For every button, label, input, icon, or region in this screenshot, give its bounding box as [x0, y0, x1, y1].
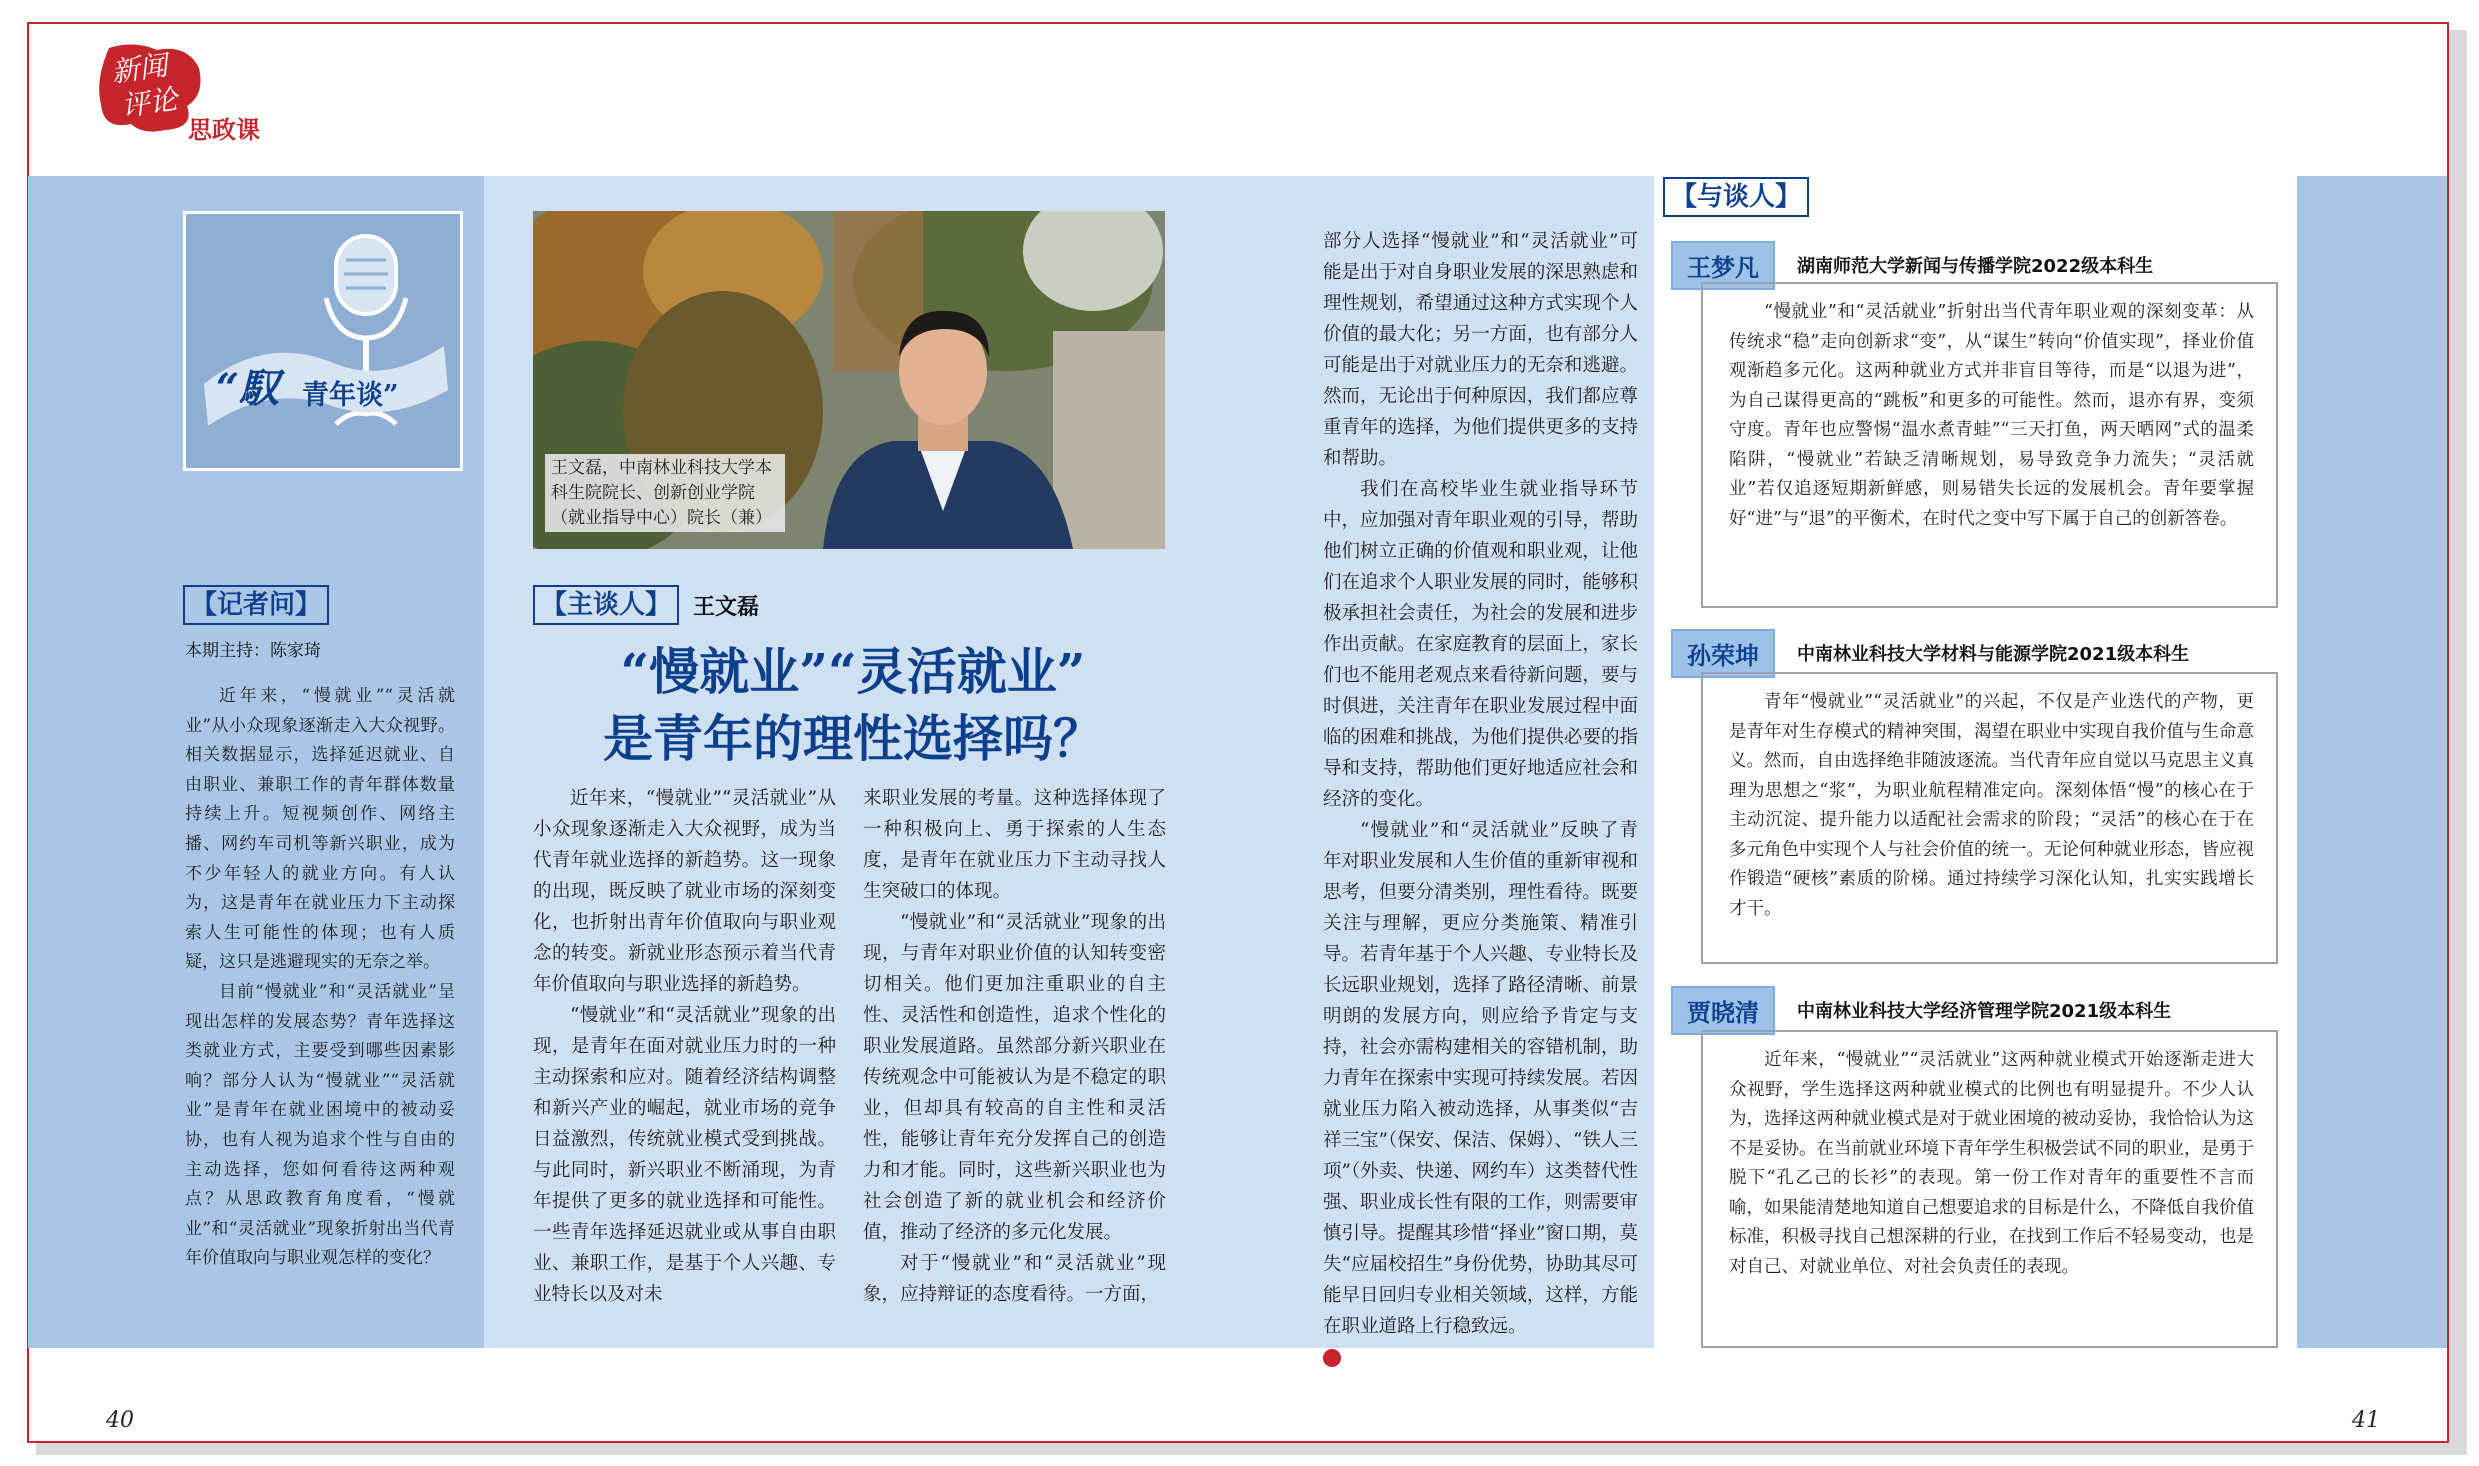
article-paragraph: 来职业发展的考量。这种选择体现了一种积极向上、勇于探索的人生态度，是青年在就业压力下主动寻找人生突破口的体现。 — [863, 788, 1166, 902]
section-tag-reporter: 【记者问】 — [183, 585, 329, 625]
discussant-quote-1 — [1701, 282, 2278, 608]
left-margin-band — [28, 176, 173, 1348]
discussant-text: 近年来，“慢就业”“灵活就业”这两种就业模式开始逐渐走进大众视野，学生选择这两种就业模式的比例也有明显提升。不少人认为，选择这两种就业模式是对于就业困境的被动妥协，我恰恰认为这不是妥协。在当前就业环境下青年学生积极尝试不同的职业，是勇于脱下“孔乙己的长衫”的表现。第一份工作对青年的重要性不言而喻，如果能清楚地知道自己想要追求的目标是什么，不降低自我价值标准，积极寻找自己想深耕的行业，在找到工作后不轻易变动，也是对自己、对就业单位、对社会负责任的表现。 — [1729, 1050, 2254, 1277]
discussant-quote-3 — [1701, 1030, 2278, 1348]
discussant-affiliation: 湖南师范大学新闻与传播学院2022级本科生 — [1797, 256, 2154, 277]
article-paragraph: 近年来，“慢就业”“灵活就业”从小众现象逐渐走入大众视野，成为当代青年就业选择的新趋势。这一现象的出现，既反映了就业市场的深刻变化，也折射出青年价值取向与职业观念的转变。新就业形态预示着当代青年价值取向与职业选择的新趋势。 — [533, 788, 836, 995]
right-margin-band — [2297, 176, 2447, 1348]
column-emblem — [183, 211, 463, 471]
reporter-questions — [185, 682, 455, 1274]
profile-header-2 — [1671, 630, 2189, 676]
logo-text-line2: 评论 — [119, 82, 180, 123]
section-tag-discussants: 【与谈人】 — [1663, 177, 1809, 217]
discussant-name: 孙荣坤 — [1671, 629, 1775, 678]
discussant-name: 王梦凡 — [1671, 241, 1775, 290]
article-headline — [533, 638, 1173, 772]
headline-line-2: 是青年的理性选择吗？ — [603, 709, 1103, 768]
article-column-3 — [1323, 226, 1638, 1373]
microphone-icon — [186, 214, 460, 468]
headline-line-1: “慢就业”“灵活就业” — [620, 642, 1086, 701]
article-column-2 — [863, 783, 1166, 1310]
article-paragraph: “慢就业”和“灵活就业”现象的出现，是青年在面对就业压力时的一种主动探索和应对。随着经济结构调整和新兴产业的崛起，就业市场的竞争日益激烈，传统就业模式受到挑战。与此同时，新兴职业不断涌现，为青年提供了更多的就业选择和可能性。一些青年选择延迟就业或从事自由职业、兼职工作，是基于个人兴趣、专业特长以及对未 — [533, 1005, 836, 1305]
main-speaker-row — [533, 585, 759, 625]
article-end-mark-icon — [1323, 1349, 1341, 1367]
reporter-section-tag-wrap — [183, 585, 329, 625]
profile-header-3 — [1671, 987, 2171, 1033]
discussant-name: 贾晓清 — [1671, 986, 1775, 1035]
page-number-right: 41 — [2352, 1408, 2380, 1433]
discussant-affiliation: 中南林业科技大学材料与能源学院2021级本科生 — [1797, 644, 2190, 665]
discussant-quote-2 — [1701, 672, 2278, 964]
photo-caption: 王文磊，中南林业科技大学本科生院院长、创新创业学院（就业指导中心）院长（兼） — [545, 454, 785, 532]
page-number-left: 40 — [106, 1408, 134, 1433]
discussant-affiliation: 中南林业科技大学经济管理学院2021级本科生 — [1797, 1001, 2172, 1022]
discussant-text: “慢就业”和“灵活就业”折射出当代青年职业观的深刻变革：从传统求“稳”走向创新求“变”，从“谋生”转向“价值实现”，择业价值观渐趋多元化。这两种就业方式并非盲目等待，而是“以退为进”，为自己谋得更高的“跳板”和更多的可能性。然而，退亦有界，变须守度。青年也应警惕“温水煮青蛙”“三天打鱼，两天晒网”式的温柔陷阱，“慢就业”若缺乏清晰规划，易导致竞争力流失；“灵活就业”若仅追逐短期新鲜感，则易错失长远的发展机会。青年要掌握好“进”与“退”的平衡术，在时代之变中写下属于自己的创新答卷。 — [1729, 302, 2254, 529]
speaker-name: 王文磊 — [693, 593, 760, 620]
article-paragraph: “慢就业”和“灵活就业”反映了青年对职业发展和人生价值的重新审视和思考，但要分清类别，理性看待。既要关注与理解，更应分类施策、精准引导。若青年基于个人兴趣、专业特长及长远职业规划，选择了路径清晰、前景明朗的发展方向，则应给予肯定与支持，社会亦需构建相关的容错机制，助力青年在探索中实现可持续发展。若因就业压力陷入被动选择，从事类似“吉祥三宝”（保安、保洁、保姆）、“铁人三项”（外卖、快递、网约车）这类替代性强、职业成长性有限的工作，则需要审慎引导。提醒其珍惜“择业”窗口期，莫失“应届校招生”身份优势，协助其尽可能早日回归专业相关领域，这样，方能在职业道路上行稳致远。 — [1323, 820, 1638, 1337]
article-paragraph: “慢就业”和“灵活就业”现象的出现，与青年对职业价值的认知转变密切相关。他们更加注重职业的自主性、灵活性和创造性，追求个性化的职业发展道路。虽然部分新兴职业在传统观念中可能被认为是不稳定的职业，但却具有较高的自主性和灵活性，能够让青年充分发挥自己的创造力和才能。同时，这些新兴职业也为社会创造了新的就业机会和经济价值，推动了经济的多元化发展。 — [863, 912, 1166, 1243]
article-paragraph: 对于“慢就业”和“灵活就业”现象，应持辩证的态度看待。一方面， — [863, 1253, 1166, 1305]
host-line: 本期主持：陈家琦 — [185, 641, 321, 661]
column-tag: 思政课 — [188, 116, 260, 144]
reporter-paragraph: 目前“慢就业”和“灵活就业”呈现出怎样的发展态势？青年选择这类就业方式，主要受到哪些因素影响？部分人认为“慢就业”“灵活就业”是青年在就业困境中的被动妥协，也有人视为追求个性与自由的主动选择，您如何看待这两种观点？从思政教育角度看，“慢就业”和“灵活就业”现象折射出当代青年价值取向与职业观怎样的变化？ — [185, 981, 455, 1269]
page-shadow-right — [2449, 30, 2467, 1451]
discussant-text: 青年“慢就业”“灵活就业”的兴起，不仅是产业迭代的产物，更是青年对生存模式的精神突围，渴望在职业中实现自我价值与生命意义。然而，自由选择绝非随波逐流。当代青年应自觉以马克思主义真理为思想之“浆”，为职业航程精准定向。深刻体悟“慢”的核心在于主动沉淀、提升能力以适配社会需求的阶段；“灵活”的核心在于在多元角色中实现个人与社会价值的统一。无论何种就业形态，皆应视作锻造“硬核”素质的阶梯。通过持续学习深化认知，扎实实践增长才干。 — [1729, 692, 2254, 919]
emblem-label: “馭 — [216, 365, 280, 412]
article-column-1 — [533, 783, 836, 1310]
section-tag-main: 【主谈人】 — [533, 585, 679, 625]
page-shadow-bottom — [36, 1443, 2467, 1455]
article-paragraph: 部分人选择“慢就业”和“灵活就业”可能是出于对自身职业发展的深思熟虑和理性规划，希望通过这种方式实现个人价值的最大化；另一方面，也有部分人可能是出于对就业压力的无奈和逃避。然而，无论出于何种原因，我们都应尊重青年的选择，为他们提供更多的支持和帮助。 — [1323, 231, 1638, 469]
discussant-tag-wrap — [1663, 177, 1809, 217]
article-paragraph: 我们在高校毕业生就业指导环节中，应加强对青年职业观的引导，帮助他们树立正确的价值观和职业观，让他们在追求个人职业发展的同时，能够积极承担社会责任，为社会的发展和进步作出贡献。在家庭教育的层面上，家长们也不能用老观点来看待新问题，要与时俱进，关注青年在职业发展过程中面临的困难和挑战，为他们提供必要的指导和支持，帮助他们更好地适应社会和经济的变化。 — [1323, 479, 1638, 810]
emblem-label-rest: 青年谈” — [302, 380, 399, 411]
reporter-paragraph: 近年来，“慢就业”“灵活就业”从小众现象逐渐走入大众视野。相关数据显示，选择延迟就业、自由职业、兼职工作的青年群体数量持续上升。短视频创作、网络主播、网约车司机等新兴职业，成为不少年轻人的就业方向。有人认为，这是青年在就业压力下主动探索人生可能性的体现；也有人质疑，这只是逃避现实的无奈之举。 — [185, 686, 455, 973]
logo-text-line1: 新闻 — [109, 48, 170, 89]
